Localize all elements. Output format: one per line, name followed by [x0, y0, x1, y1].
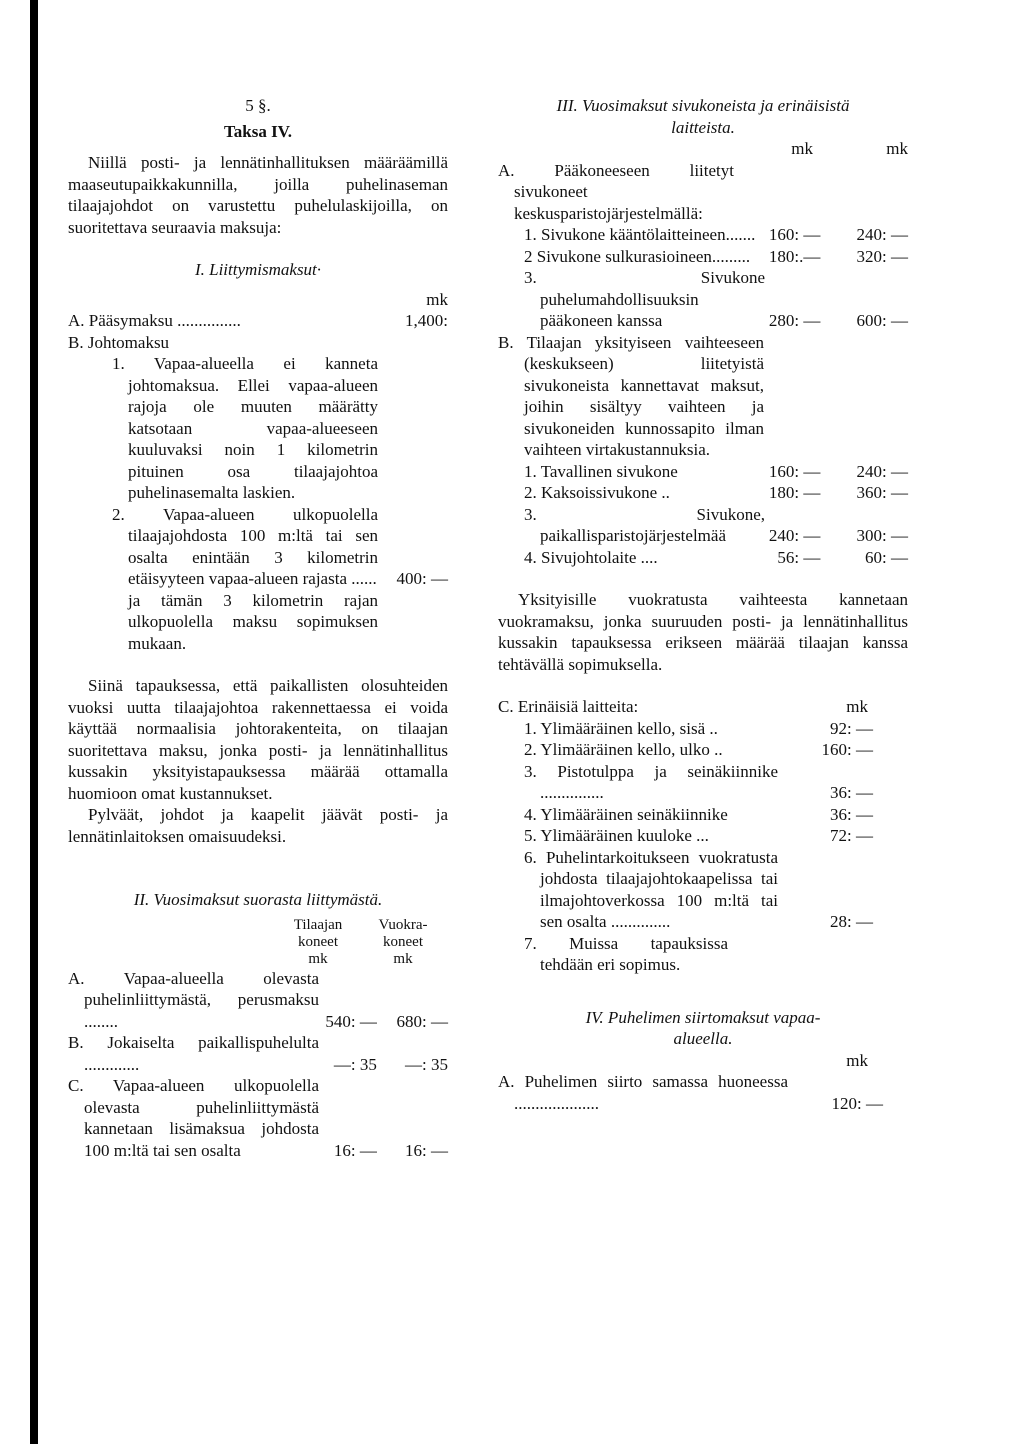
- part3-paragraph: Yksityisille vuokratusta vaihteesta kannetaan vuokramaksu, jonka suuruuden posti- ja lennätinhallitus kussakin tapauksessa erikseen määrää tilaajan kanssa tehtävällä sopimuksella.: [498, 590, 908, 674]
- part3-c5-label: 5. Ylimääräinen kuuloke ...: [524, 826, 709, 845]
- part2-col1-head: Tilaajan koneet mk: [293, 916, 343, 967]
- part3-a2-label: 2 Sivukone sulkurasioineen.........: [524, 246, 751, 266]
- part2-row-c: [68, 1075, 448, 1161]
- part3-a1-v1: 160: —: [768, 225, 821, 244]
- part3-title: III. Vuosimaksut sivukoneista ja erinäisistä laitteista.: [556, 96, 850, 137]
- part1-paragraph-1: Siinä tapauksessa, että paikallisten olosuhteiden vuoksi uutta tilaajajohtoa rakennettaessa ei voida käyttää normaalisia johtorakenteita, on tilaajan suoritettava maksu, jonka posti- ja lennätinhallitus kussakin yksityistapauksessa määrää ottamalla huomioon omat kustannukset.: [68, 676, 448, 803]
- part3-c7-label: 7. Muissa tapauksissa tehdään eri sopimus.: [524, 933, 728, 974]
- part3-b3-v2: 300: —: [856, 526, 908, 545]
- part3-c3-label: 3. Pistotulppa ja seinäkiinnike ...............: [524, 761, 778, 802]
- part3-a3-label: 3. Sivukone puhelumahdollisuuksin pääkoneen kanssa: [524, 268, 765, 330]
- part1-unit: mk: [426, 289, 448, 309]
- part3-c-row-1: [498, 718, 908, 740]
- part3-b1-v1: 160: —: [768, 461, 821, 481]
- part4-title: IV. Puhelimen siirtomaksut vapaa-alueella.: [585, 1007, 821, 1048]
- part3-a3-v1: 280: —: [768, 311, 821, 330]
- part1-b-label: B. Johtomaksu: [68, 332, 170, 352]
- part3-c1-value: 92: —: [830, 718, 873, 738]
- part2-a-v1: 540: —: [325, 1011, 377, 1031]
- section-title: Taksa IV.: [223, 121, 293, 141]
- part3-c5-value: 72: —: [830, 826, 873, 845]
- part2-c-v1: 16: —: [333, 1140, 377, 1160]
- part2-b-v1: —: 35: [333, 1054, 377, 1074]
- part3-b2-v2: 360: —: [856, 483, 908, 502]
- part3-c3-value: 36: —: [830, 783, 873, 802]
- part1-row-item2: [68, 504, 448, 590]
- part3-unit2: mk: [886, 139, 908, 158]
- part3-c-heading: C. Erinäisiä laitteita:: [498, 697, 639, 716]
- part3-c-row-7: [498, 933, 908, 976]
- part3-b2-label: 2. Kaksoissivukone ..: [524, 483, 670, 502]
- part3-a-row-3: [498, 267, 908, 332]
- part2-row-b: [68, 1032, 448, 1075]
- part3-a2-v2: 320: —: [856, 246, 908, 266]
- part1-item2-text: 2. Vapaa-alueen ulkopuolella tilaajajohdosta 100 m:ltä tai sen osalta enintään 3 kilometrin etäisyyteen vapaa-alueen rajasta ......: [112, 504, 378, 588]
- part1-a-label: A. Pääsymaksu ...............: [68, 311, 241, 330]
- part3-c2-label: 2. Ylimääräinen kello, ulko ..: [524, 740, 723, 759]
- part3-b4-v2: 60: —: [865, 547, 908, 567]
- left-column: [68, 95, 448, 1161]
- part3-c-heading-row: [498, 696, 908, 718]
- intro-paragraph: Niillä posti- ja lennätinhallituksen määräämillä maaseutupaikkakunnilla, joilla puhelinaseman tilaajajohdot on varustettu puhelulaskijoilla, on suoritettava seuraavia maksuja:: [68, 153, 448, 237]
- part3-c-unit: mk: [846, 697, 868, 716]
- part3-c4-label: 4. Ylimääräinen seinäkiinnike: [524, 804, 728, 824]
- part2-title: II. Vuosimaksut suorasta liittymästä.: [133, 890, 383, 909]
- part2-b-label: B. Jokaiselta paikallispuhelulta .............: [68, 1033, 319, 1074]
- part3-b1-label: 1. Tavallinen sivukone: [524, 461, 678, 481]
- part2-col2-head: Vuokra- koneet mk: [378, 916, 428, 967]
- part1-row-a: [68, 310, 448, 332]
- part2-header: [68, 917, 448, 968]
- part1-item2-value: 400: —: [396, 569, 448, 588]
- part3-b4-label: 4. Sivujohtolaite ....: [524, 547, 658, 567]
- part3-a2-v1: 180:.—: [768, 246, 821, 266]
- part3-c1-label: 1. Ylimääräinen kello, sisä ..: [524, 718, 718, 738]
- part3-a-heading: A. Pääkoneeseen liitetyt sivukoneet keskusparistojärjestelmällä:: [498, 160, 734, 223]
- part3-a1-v2: 240: —: [856, 225, 908, 244]
- part2-b-v2: —: 35: [405, 1054, 448, 1074]
- part3-c4-value: 36: —: [830, 804, 873, 824]
- part2-c-v2: 16: —: [405, 1140, 448, 1160]
- part3-b-row-1: [498, 461, 908, 483]
- part3-a1-label: 1. Sivukone kääntölaitteineen.......: [524, 225, 756, 244]
- part3-a-row-2: [498, 246, 908, 268]
- part3-a-row-1: [498, 224, 908, 246]
- part4-row-a: [498, 1071, 908, 1114]
- scan-edge-bar: [30, 0, 38, 1444]
- part3-b-row-2: [498, 482, 908, 504]
- part4-a-value: 120: —: [831, 1093, 883, 1113]
- part3-c2-value: 160: —: [821, 740, 873, 759]
- right-column: [498, 95, 908, 1114]
- part1-title: I. Liittymismaksut·: [194, 260, 322, 279]
- part3-b-heading: B. Tilaajan yksityiseen vaihteeseen (keskukseen) liitetyistä sivukoneista kannettavat maksut, joihin sisältyy vaihteen ja sivukoneiden kunnossapito ilman vaihteen virtakustannuksia.: [498, 332, 764, 459]
- part3-c6-value: 28: —: [830, 912, 873, 931]
- part3-b2-v1: 180: —: [768, 483, 821, 502]
- part3-b3-label: 3. Sivukone, paikallisparistojärjestelmää: [524, 504, 765, 545]
- part2-c-label: C. Vapaa-alueen ulkopuolella olevasta puhelinliittymästä kannetaan lisämaksua johdosta 100 m:ltä tai sen osalta: [68, 1076, 319, 1160]
- part3-b1-v2: 240: —: [856, 461, 908, 481]
- part3-a3-v2: 600: —: [856, 311, 908, 330]
- section-number: 5 §.: [245, 96, 271, 115]
- part1-item2-tail: ja tämän 3 kilometrin rajan ulkopuolella maksu sopimuksen mukaan.: [128, 590, 378, 653]
- part2-row-a: [68, 968, 448, 1033]
- part3-c-row-6: [498, 847, 908, 933]
- part4-a-label: A. Puhelimen siirto samassa huoneessa ....................: [498, 1072, 788, 1113]
- part3-unit1: mk: [791, 139, 813, 158]
- part3-c-row-3: [498, 761, 908, 804]
- part1-paragraph-2: Pylväät, johdot ja kaapelit jäävät posti- ja lennätinlaitoksen omaisuudeksi.: [68, 805, 448, 846]
- part2-a-v2: 680: —: [396, 1011, 448, 1031]
- part3-b4-v1: 56: —: [777, 547, 821, 567]
- part3-units: [498, 138, 908, 160]
- part3-c6-label: 6. Puhelintarkoitukseen vuokratusta johdosta tilaajajohtokaapelissa tai ilmajohtoverkossa 100 m:ltä tai sen osalta ..............: [524, 847, 778, 931]
- part1-item1: 1. Vapaa-alueella ei kanneta johtomaksua. Ellei vapaa-alueen rajoja ole muuten määrätty katsotaan vapaa-alueeseen kuuluvaksi noin 1 kilometrin pituinen osa tilaajajohtoa puhelinasemalta laskien.: [112, 354, 378, 502]
- part4-unit: mk: [846, 1050, 868, 1070]
- part1-a-value: 1,400:: [405, 311, 448, 330]
- part2-a-label: A. Vapaa-alueella olevasta puhelinliittymästä, perusmaksu ........: [68, 968, 319, 1031]
- part3-b3-v1: 240: —: [768, 526, 821, 545]
- part3-c-row-2: [498, 739, 908, 761]
- part3-c-row-4: [498, 804, 908, 826]
- part3-b-row-3: [498, 504, 908, 547]
- part3-b-row-4: [498, 547, 908, 569]
- part3-c-row-5: [498, 825, 908, 847]
